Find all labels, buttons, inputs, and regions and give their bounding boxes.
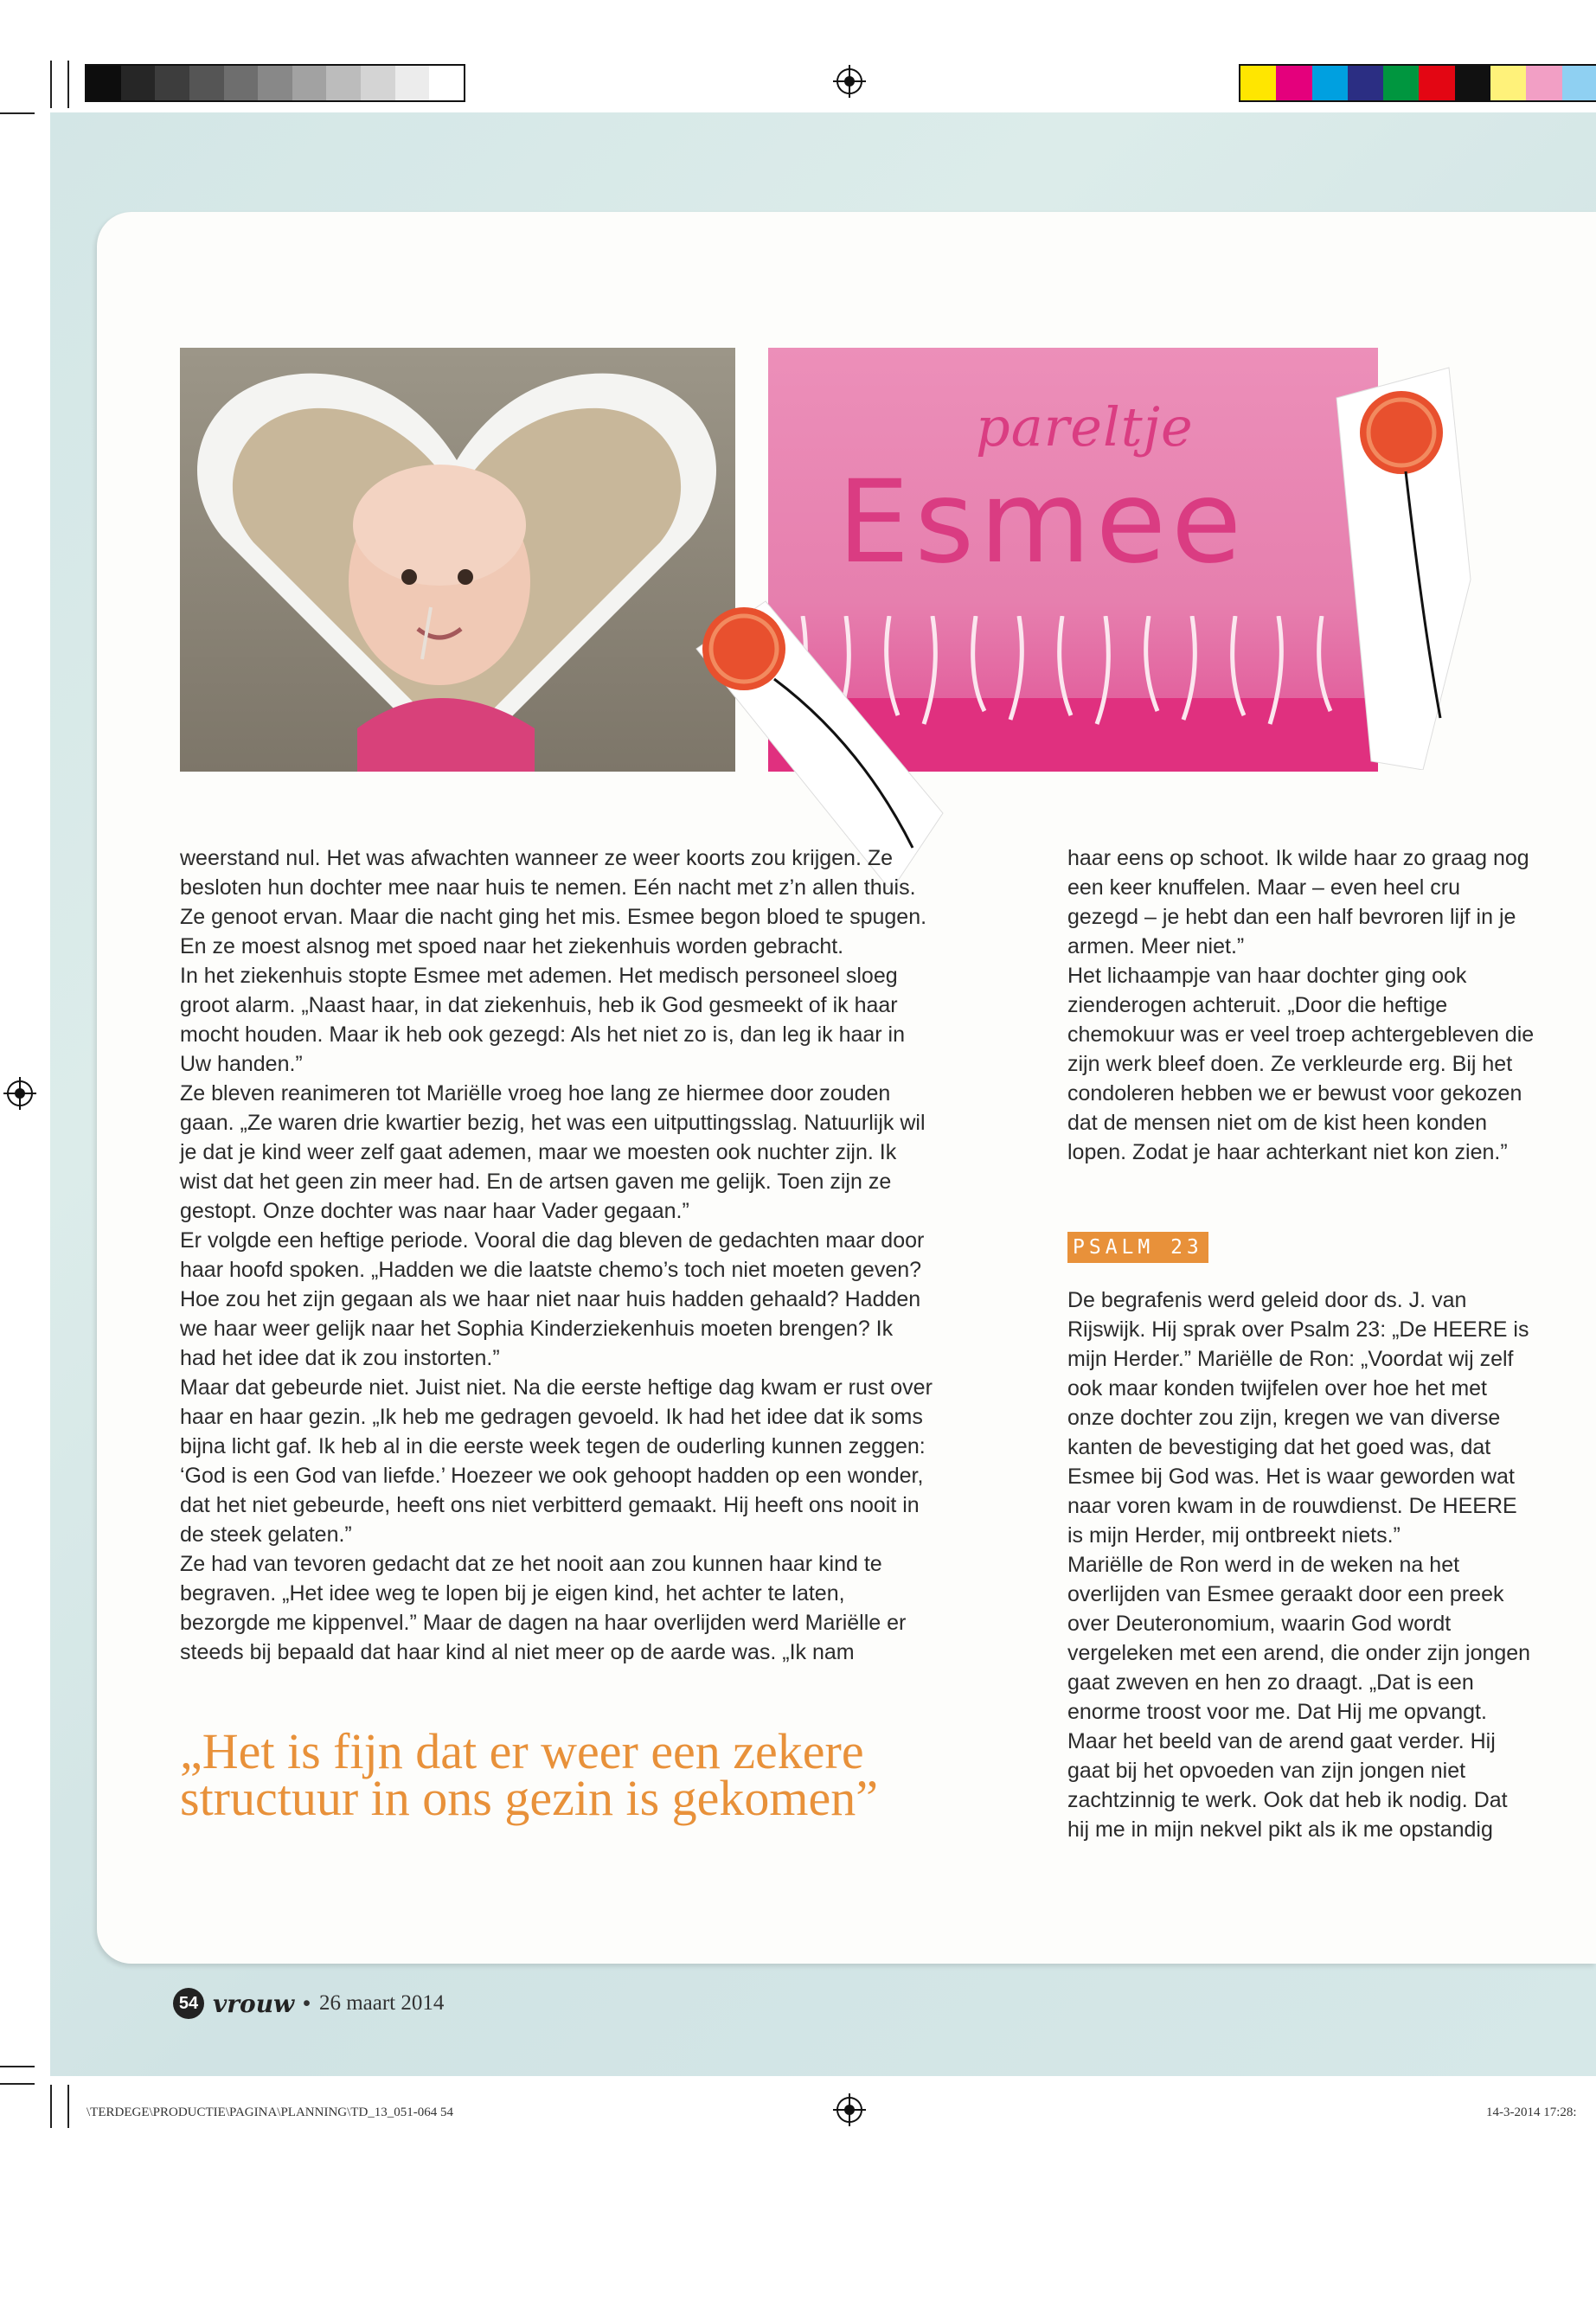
article-column-right [1067,843,1535,1167]
article-column-left [180,843,933,1667]
registration-mark [836,68,862,94]
footer-separator: • [303,1990,311,2016]
section-heading: PSALM 23 [1067,1232,1208,1263]
paragraph: Maar dat gebeurde niet. Juist niet. Na die eerste heftige dag kwam er rust over haar en haar gezin. „Ik heb me gedragen gevoeld. Ik had het idee dat ik soms bijna licht gaf. Ik heb al in die eerste week tegen de ouderling kunnen zeggen: ‘God is een God van liefde.’ Hoezeer we ook gehoopt hadden op een wonder, dat het niet gebeurde, heeft ons niet verbitterd gemaakt. Hij heeft ons nooit in de steek gelaten.” [180,1375,933,1547]
heart-frame-illustration [189,365,725,772]
paragraph: De begrafenis werd geleid door ds. J. van Rijswijk. Hij sprak over Psalm 23: „De HEERE is mijn Herder.” Mariëlle de Ron: „Voordat wij zelf ook maar konden twijfelen over hoe het met onze dochter zou zijn, kregen we van diverse kanten de bevestiging dat het goed was, dat Esmee bij God was. Het is waar geworden wat naar voren kwam in de rouwdienst. De HEERE is mijn Herder, mij ontbreekt niets.” [1067,1288,1529,1548]
paragraph: weerstand nul. Het was afwachten wanneer ze weer koorts zou krijgen. Ze besloten hun dochter mee naar huis te nemen. Eén nacht met z’n allen thuis. Ze genoot ervan. Maar die nacht ging het mis. Esmee begon bloed te spugen. En ze moest alsnog met spoed naar het ziekenhuis worden gebracht. [180,846,927,958]
page-footer [173,1988,444,2019]
page-number: 54 [173,1988,204,2019]
crop-mark [67,61,69,108]
magazine-logo: vrouw [213,1989,295,2018]
paragraph: Het lichaampje van haar dochter ging ook zienderogen achteruit. „Door die heftige chemokuur was er veel troep achtergebleven die zijn werk bleef doen. Ze verkleurde erg. Bij het condoleren hebben we er bewust voor gekozen dat de mensen niet om de kist heen konden lopen. Zodat je haar achterkant niet kon zien.” [1067,964,1535,1164]
paragraph: Mariëlle de Ron werd in de weken na het overlijden van Esmee geraakt door een preek over Deuteronomium, waarin God wordt vergeleken met een arend, die onder zijn jongen gaat zweven en hen zo draagt. „Dat is een enorme troost voor me. Dat Hij me opvangt. Maar het beeld van de arend gaat verder. Hij gaat bij het opvoeden van zijn jongen niet zachtzinnig te werk. Ook dat heb ik nodig. Dat hij me in mijn nekvel pikt als ik me opstandig [1067,1553,1531,1842]
process-color-bar [1239,64,1596,102]
lollipop-illustration [1319,363,1475,770]
issue-date: 26 maart 2014 [318,1991,445,2015]
registration-mark [7,1080,33,1106]
crop-mark [0,112,35,114]
pull-quote: „Het is fijn dat er weer een zekere structuur in ons gezin is gekomen” [180,1723,878,1826]
paragraph: Er volgde een heftige periode. Vooral die dag bleven de gedachten maar door haar hoofd spoken. „Hadden we die laatste chemo’s toch niet moeten geven? Hoe zou het zijn gegaan als we haar niet naar huis hadden gehaald? Hadden we haar weer gelijk naar het Sophia Kinderziekenhuis moeten brengen? Ik had het idee dat ik zou instorten.” [180,1228,925,1370]
print-slug-timestamp: 14-3-2014 17:28: [1486,2106,1577,2119]
grayscale-color-bar [85,64,465,102]
crop-mark [50,61,52,108]
article-column-right-continued [1067,1285,1535,1844]
registration-mark [836,2097,862,2123]
paragraph: haar eens op schoot. Ik wilde haar zo graag nog een keer knuffelen. Maar – even heel cru gezegd – je hebt dan een half bevroren lijf in je armen. Meer niet.” [1067,846,1529,958]
paragraph: Ze had van tevoren gedacht dat ze het nooit aan zou kunnen haar kind te begraven. „Het idee weg te lopen bij je eigen kind, het achter te laten, bezorgde me kippenvel.” Maar de dagen na haar overlijden werd Mariëlle er steeds bij bepaald dat haar kind al niet meer op de aarde was. „Ik nam [180,1552,907,1664]
photo-child-heart-frame [180,348,735,772]
towel-embroidery-small: pareltje [976,395,1194,458]
print-slug-path: \TERDEGE\PRODUCTIE\PAGINA\PLANNING\TD_13_051-064 54 [87,2106,454,2119]
towel-embroidery-name: Esmee [837,456,1247,589]
paragraph: Ze bleven reanimeren tot Mariëlle vroeg hoe lang ze hiermee door zouden gaan. „Ze waren drie kwartier bezig, het was een uitputtingsslag. Natuurlijk wil je dat je kind weer zelf gaat ademen, maar we moesten ook nuchter zijn. Ik wist dat het geen zin meer had. En de artsen gaven me gelijk. Toen zijn ze gestopt. Onze dochter was naar haar Vader gegaan.” [180,1081,926,1223]
crop-mark [67,2085,69,2128]
crop-mark [50,2085,52,2128]
crop-mark [0,2066,35,2067]
paragraph: In het ziekenhuis stopte Esmee met ademen. Het medisch personeel sloeg groot alarm. „Naast haar, in dat ziekenhuis, heb ik God gesmeekt of ik haar mocht houden. Maar ik heb ook gezegd: Als het niet zo is, dan leg ik haar in Uw handen.” [180,964,906,1076]
crop-mark [0,2083,35,2085]
